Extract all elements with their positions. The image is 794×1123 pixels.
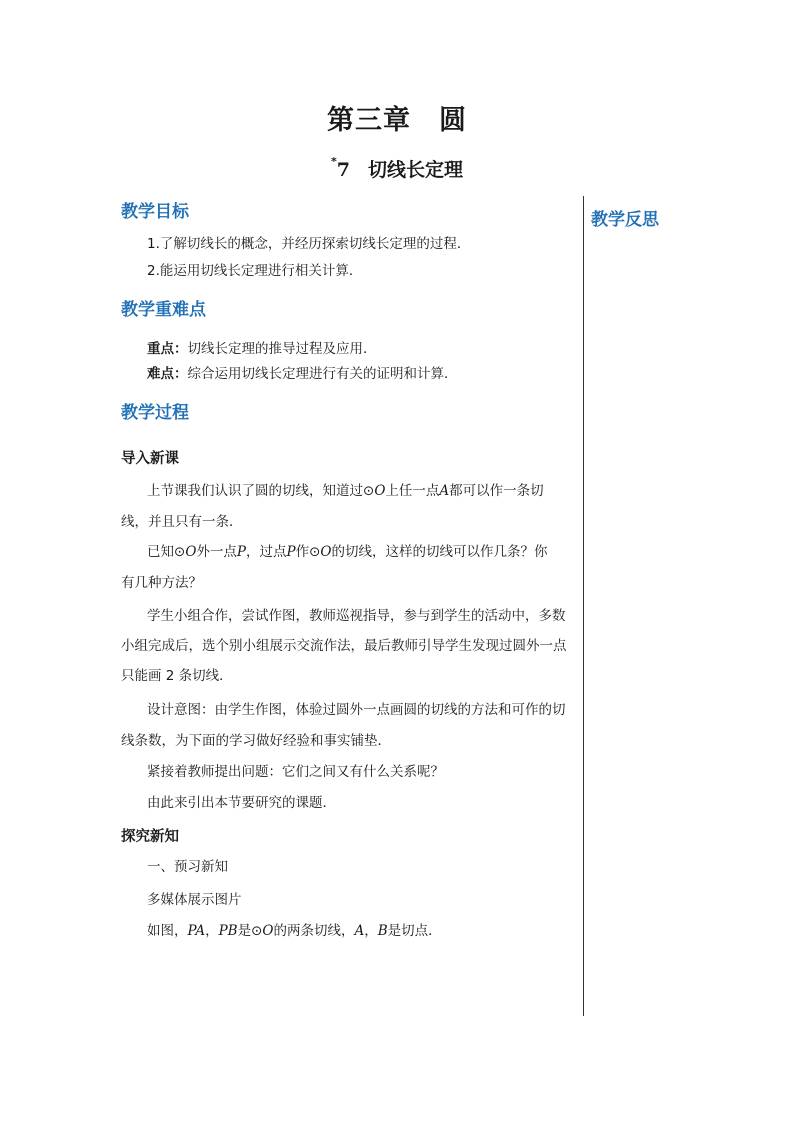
difficulty-text: 综合运用切线长定理进行有关的证明和计算． — [187, 366, 458, 382]
goal-item: 2.能运用切线长定理进行相关计算． — [147, 263, 363, 279]
intro-paragraph-2 — [147, 540, 547, 560]
focus-text: 切线长定理的推导过程及应用． — [187, 341, 377, 357]
reflection-heading: 教学反思 — [591, 210, 659, 230]
math-B: B — [377, 923, 388, 939]
column-divider — [583, 196, 584, 1016]
design-intent-cont: 线条数，为下面的学习做好经验和事实铺垫． — [121, 733, 391, 749]
math-O: O — [185, 544, 197, 560]
focus-line — [147, 337, 377, 357]
text-run: 上节课我们认识了圆的切线，知道过⊙ — [147, 483, 375, 499]
text-run: ，过点 — [245, 544, 287, 560]
text-run: 已知⊙ — [147, 544, 186, 560]
preview-subheading: 一、预习新知 — [147, 859, 228, 875]
intro-paragraph-3-cont: 只能画 2 条切线． — [121, 668, 233, 684]
goal-item: 1.了解切线长的概念，并经历探索切线长定理的过程． — [147, 236, 471, 252]
key-points-heading: 教学重难点 — [121, 300, 206, 320]
chapter-title — [0, 98, 794, 137]
intro-paragraph-1-cont: 线，并且只有一条． — [121, 514, 243, 530]
text-run: 是切点． — [387, 923, 442, 939]
intro-paragraph-6: 由此来引出本节要研究的课题． — [147, 795, 336, 811]
explore-heading: 探究新知 — [121, 829, 179, 845]
math-P: P — [236, 544, 246, 560]
intro-paragraph-3-cont: 小组完成后，选个别小组展示交流作法，最后教师引导学生发现过圆外一点 — [121, 638, 567, 654]
explore-line-2 — [147, 919, 442, 939]
focus-label: 重点： — [147, 341, 188, 357]
math-A: A — [354, 923, 365, 939]
text-run: 的切线，这样的切线可以作几条？你 — [331, 544, 548, 560]
text-run: 都可以作一条切 — [449, 483, 544, 499]
design-intent: 设计意图：由学生作图，体验过圆外一点画圆的切线的方法和可作的切 — [147, 702, 566, 718]
process-heading: 教学过程 — [121, 403, 189, 423]
text-run: 外一点 — [196, 544, 237, 560]
text-run: 的两条切线， — [273, 923, 355, 939]
section-name: 切线长定理 — [367, 159, 463, 181]
math-P: P — [286, 544, 296, 560]
math-PB: PB — [218, 923, 238, 939]
math-O: O — [262, 923, 274, 939]
text-run: 如图， — [147, 923, 188, 939]
section-number: 7 — [336, 159, 350, 181]
text-run: 是⊙ — [237, 923, 263, 939]
intro-heading: 导入新课 — [121, 451, 179, 467]
math-A: A — [439, 483, 450, 499]
explore-line-1: 多媒体展示图片 — [147, 892, 242, 908]
text-run: 上任一点 — [385, 483, 440, 499]
math-O: O — [374, 483, 386, 499]
intro-paragraph-1 — [147, 479, 544, 499]
text-run: 作⊙ — [295, 544, 321, 560]
text-run: ， — [364, 923, 378, 939]
text-run: ， — [205, 923, 219, 939]
chapter-number: 第三章 — [327, 105, 411, 136]
difficulty-line — [147, 362, 458, 382]
intro-paragraph-5: 紧接着教师提出问题：它们之间又有什么关系呢？ — [147, 764, 444, 780]
intro-paragraph-2-cont: 有几种方法？ — [121, 575, 202, 591]
math-PA: PA — [187, 923, 206, 939]
section-title — [0, 155, 794, 182]
intro-paragraph-3: 学生小组合作，尝试作图，教师巡视指导，参与到学生的活动中，多数 — [147, 608, 566, 624]
difficulty-label: 难点： — [147, 366, 188, 382]
section-star: * — [330, 154, 337, 168]
chapter-name: 圆 — [439, 105, 467, 136]
math-O: O — [320, 544, 332, 560]
goals-heading: 教学目标 — [121, 202, 189, 222]
